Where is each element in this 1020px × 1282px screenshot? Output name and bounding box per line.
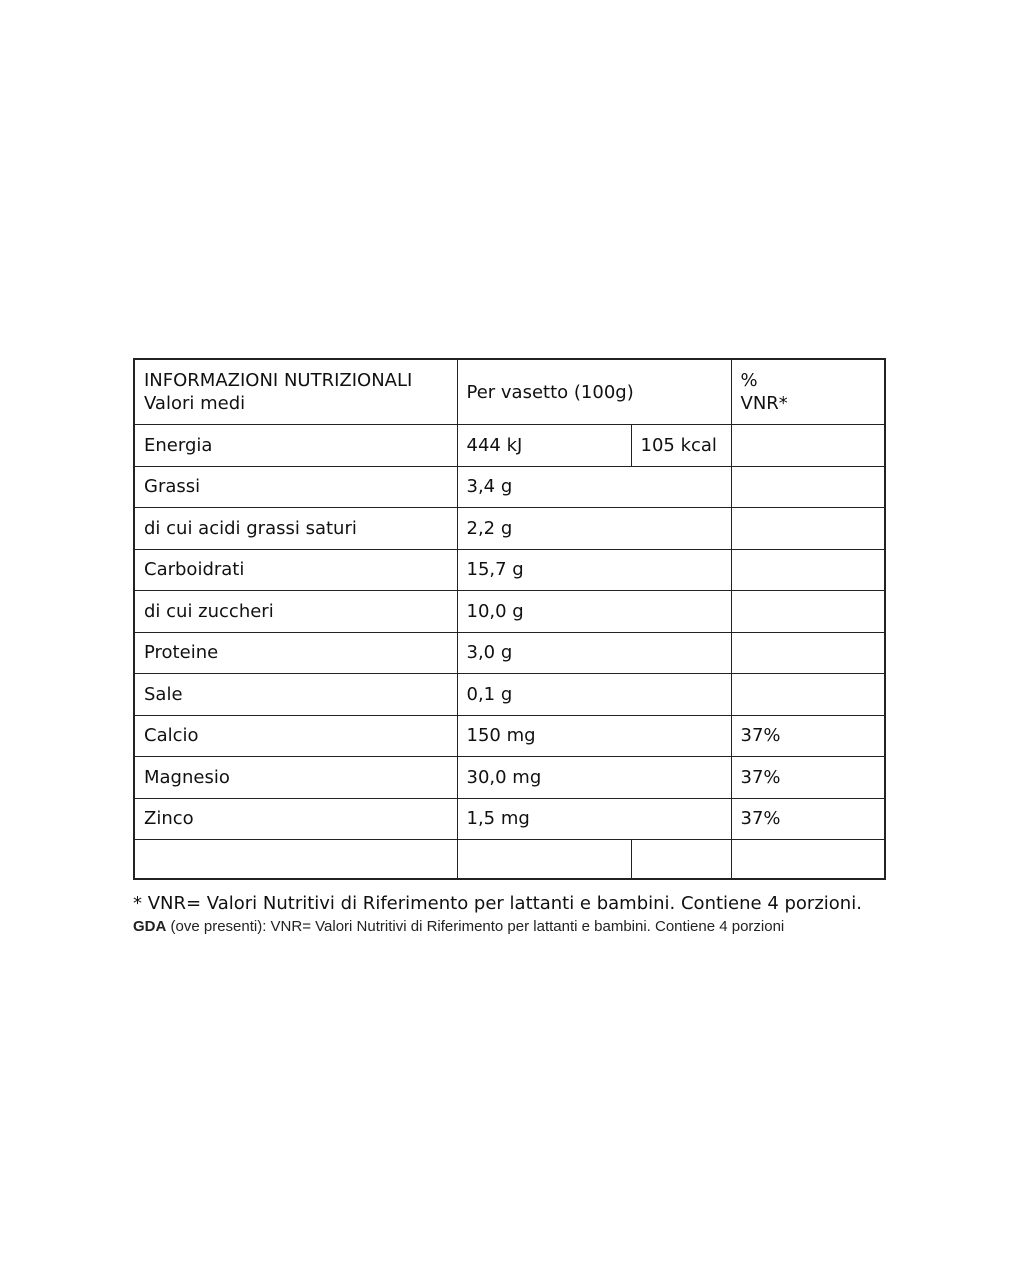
nutrient-label: Zinco [134, 798, 457, 840]
empty-cell [631, 840, 731, 880]
table-row [134, 632, 885, 674]
nutrient-label: di cui acidi grassi saturi [134, 508, 457, 550]
table-row [134, 798, 885, 840]
empty-cell [134, 840, 457, 880]
gda-text: (ove presenti): VNR= Valori Nutritivi di Riferimento per lattanti e bambini. Contiene 4 porzioni [166, 918, 785, 935]
table-row [134, 715, 885, 757]
header-vnr-cell [731, 359, 885, 425]
header-percent: % [740, 370, 758, 391]
nutrient-vnr [731, 508, 885, 550]
nutrient-value: 10,0 g [457, 591, 731, 633]
header-subtitle: Valori medi [144, 393, 246, 414]
nutrient-label: Carboidrati [134, 549, 457, 591]
nutrient-value: 3,4 g [457, 466, 731, 508]
nutrient-vnr: 37% [731, 715, 885, 757]
nutrient-label: Grassi [134, 466, 457, 508]
table-row [134, 549, 885, 591]
table-row [134, 674, 885, 716]
gda-label: GDA [133, 918, 167, 935]
header-per-portion: Per vasetto (100g) [457, 359, 731, 425]
gda-footnote [133, 918, 784, 935]
nutrient-value: 1,5 mg [457, 798, 731, 840]
energy-kj: 444 kJ [457, 425, 631, 467]
nutrient-value: 3,0 g [457, 632, 731, 674]
nutrient-vnr [731, 591, 885, 633]
header-title: INFORMAZIONI NUTRIZIONALI [144, 370, 413, 391]
nutrient-label: Magnesio [134, 757, 457, 799]
table-row-energy [134, 425, 885, 467]
nutrient-value: 30,0 mg [457, 757, 731, 799]
nutrient-label: di cui zuccheri [134, 591, 457, 633]
nutrient-value: 2,2 g [457, 508, 731, 550]
nutrient-label: Calcio [134, 715, 457, 757]
table-row-empty [134, 840, 885, 880]
table-row [134, 508, 885, 550]
table-row [134, 591, 885, 633]
nutrient-value: 15,7 g [457, 549, 731, 591]
vnr-footnote: * VNR= Valori Nutritivi di Riferimento per lattanti e bambini. Contiene 4 porzioni. [133, 893, 862, 914]
empty-cell [731, 840, 885, 880]
energy-vnr [731, 425, 885, 467]
nutrient-vnr: 37% [731, 757, 885, 799]
energy-label: Energia [134, 425, 457, 467]
header-title-cell [134, 359, 457, 425]
nutrient-vnr: 37% [731, 798, 885, 840]
nutrient-value: 150 mg [457, 715, 731, 757]
energy-kcal: 105 kcal [631, 425, 731, 467]
nutrition-table [133, 358, 886, 880]
nutrient-label: Proteine [134, 632, 457, 674]
header-vnr: VNR* [740, 393, 788, 414]
nutrient-label: Sale [134, 674, 457, 716]
nutrient-vnr [731, 632, 885, 674]
table-header-row [134, 359, 885, 425]
nutrient-vnr [731, 466, 885, 508]
nutrient-vnr [731, 549, 885, 591]
table-row [134, 757, 885, 799]
table-row [134, 466, 885, 508]
nutrient-value: 0,1 g [457, 674, 731, 716]
nutrient-vnr [731, 674, 885, 716]
empty-cell [457, 840, 631, 880]
